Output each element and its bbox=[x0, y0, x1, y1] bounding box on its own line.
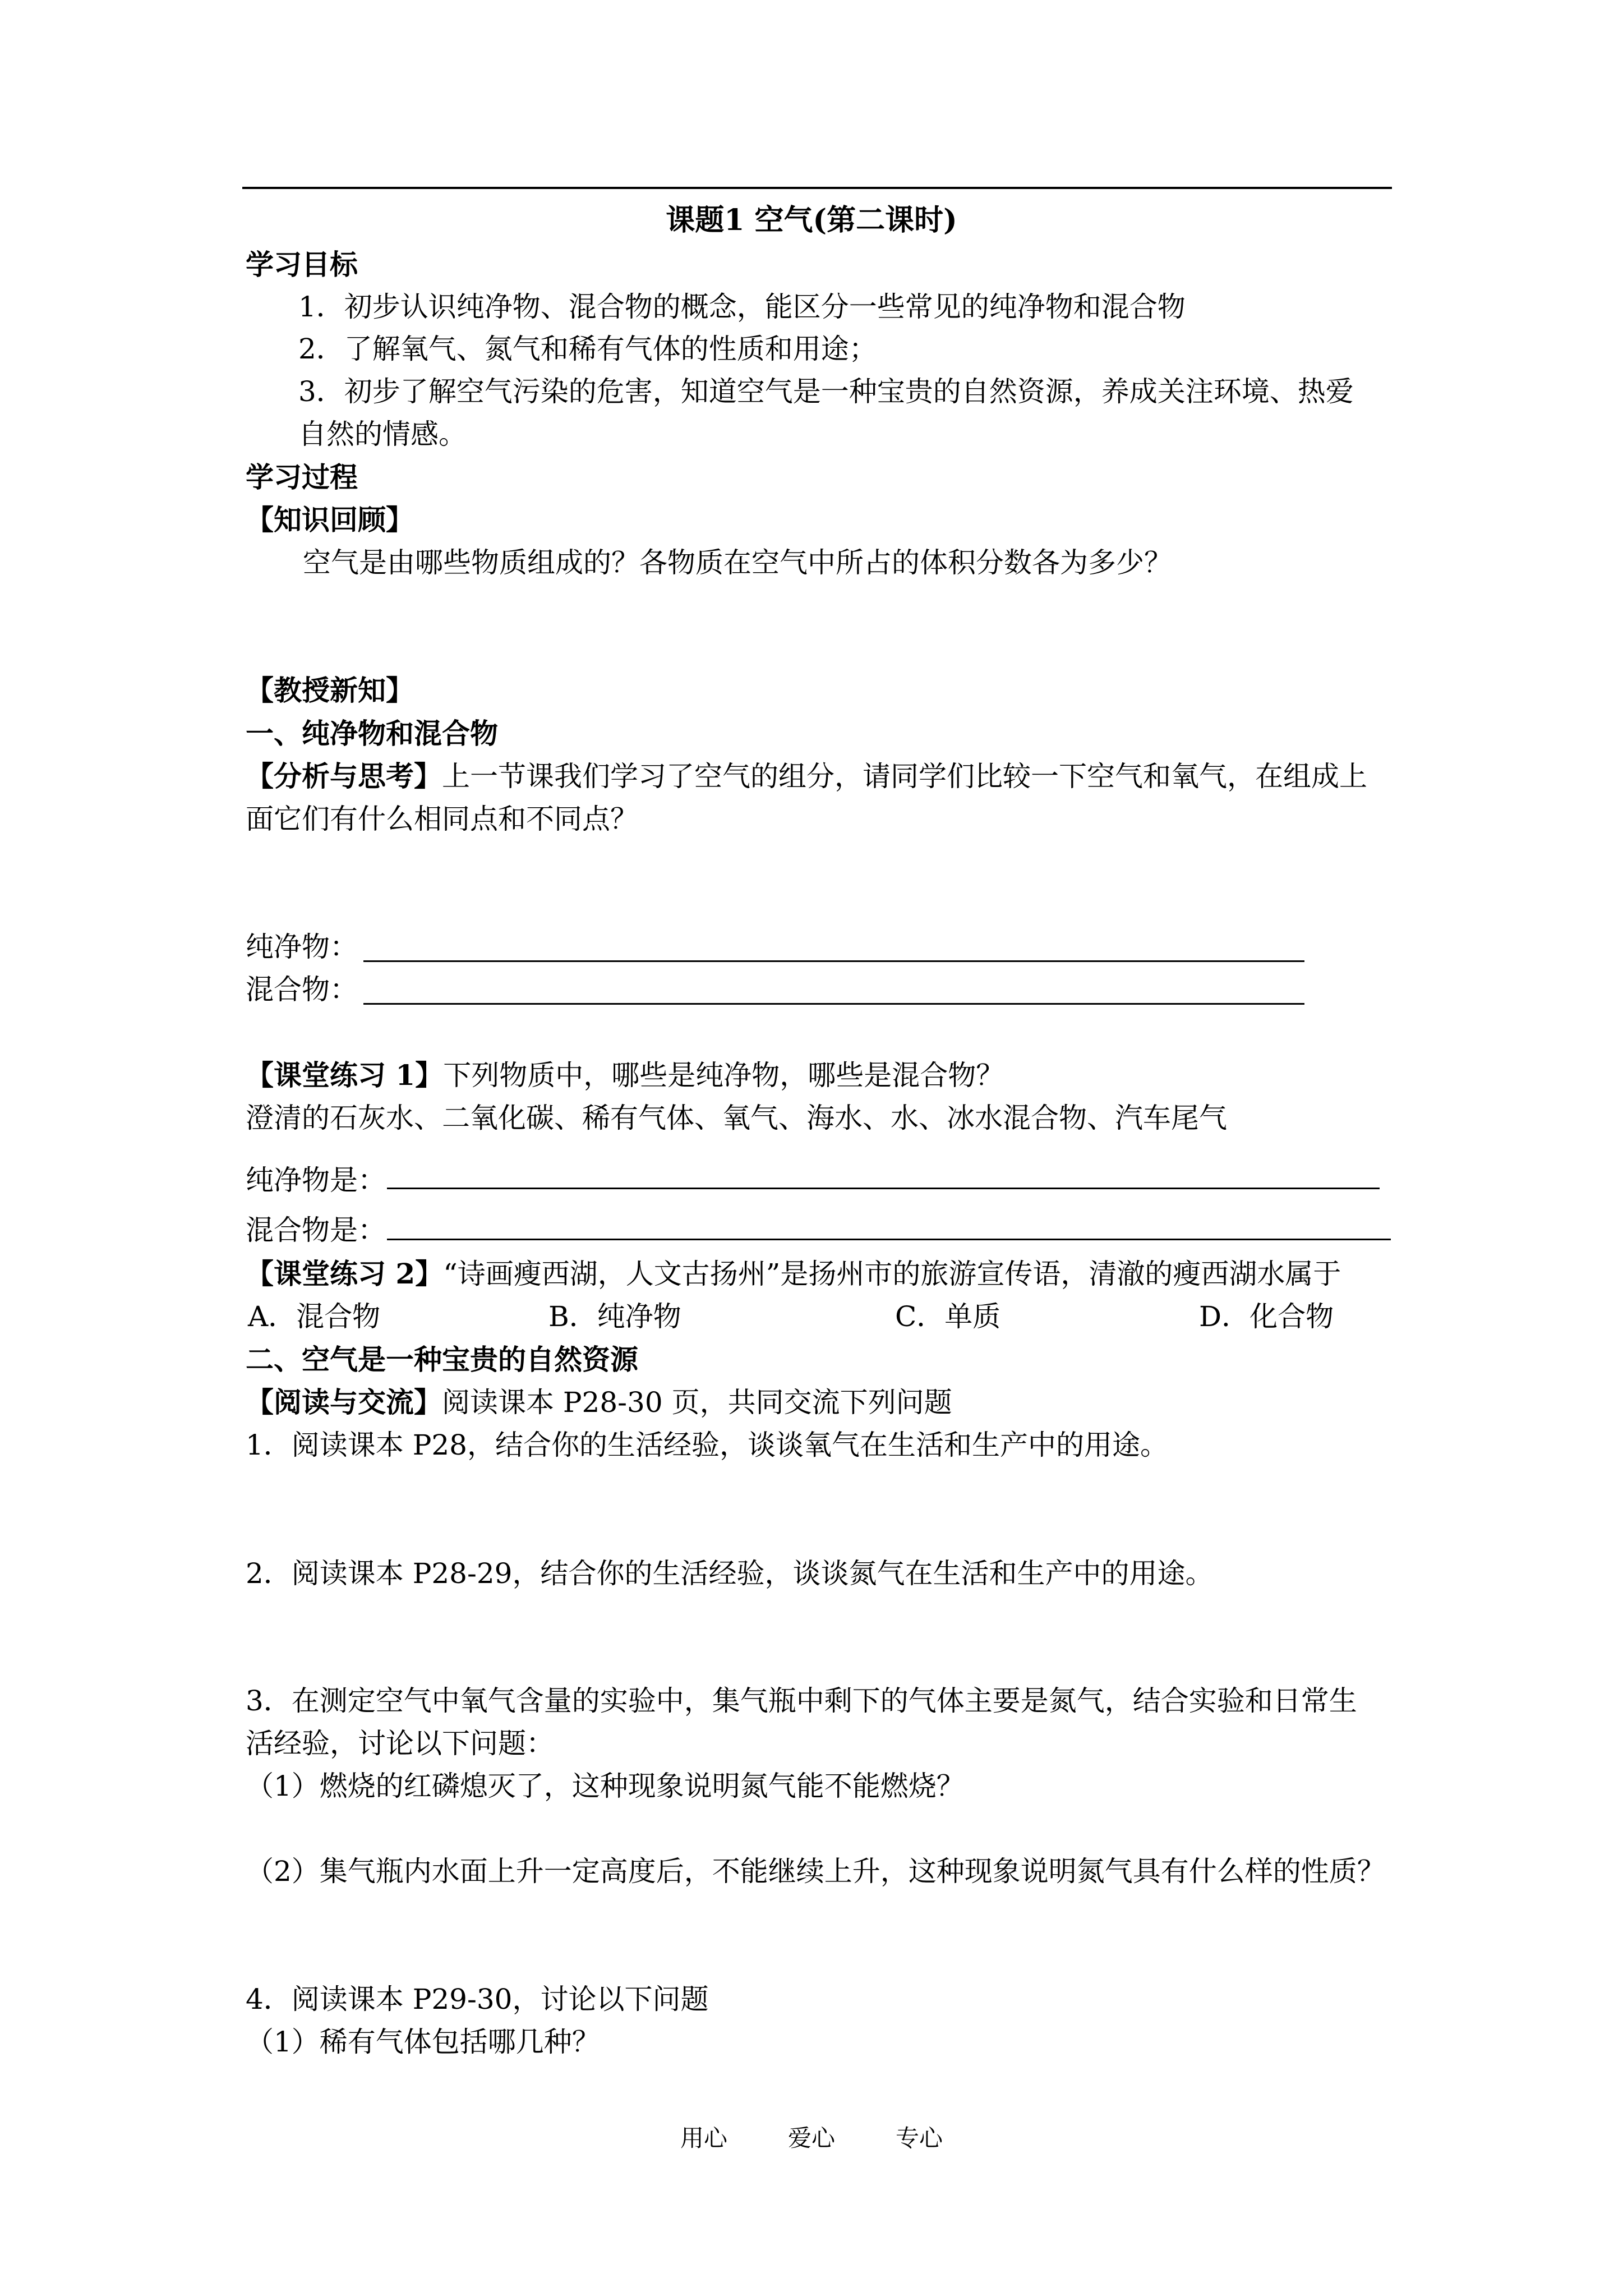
question-3: 3．在测定空气中氧气含量的实验中，集气瓶中剩下的气体主要是氮气，结合实验和日常生 bbox=[246, 1685, 1357, 1717]
reading-paragraph bbox=[246, 1386, 952, 1419]
question-3-cont: 活经验，讨论以下问题： bbox=[246, 1727, 554, 1760]
objective-item: 2．了解氧气、氮气和稀有气体的性质和用途； bbox=[298, 333, 877, 365]
review-heading: 【知识回顾】 bbox=[246, 503, 414, 536]
exercise1-pure-answer-line[interactable] bbox=[387, 1188, 1380, 1189]
pure-answer-line[interactable] bbox=[363, 960, 1304, 962]
exercise2-tag: 【课堂练习 2】 bbox=[246, 1257, 444, 1290]
objectives-heading: 学习目标 bbox=[246, 248, 358, 281]
exercise1-tag: 【课堂练习 1】 bbox=[246, 1059, 444, 1092]
analysis-text-cont: 面它们有什么相同点和不同点？ bbox=[246, 803, 638, 835]
analysis-tag: 【分析与思考】 bbox=[246, 760, 442, 793]
exercise1-mixture-answer-line[interactable] bbox=[387, 1239, 1391, 1240]
process-heading: 学习过程 bbox=[246, 461, 358, 494]
exercise1-pure-label: 纯净物是： bbox=[246, 1164, 386, 1197]
exercise1-paragraph bbox=[246, 1059, 1004, 1092]
exercise1-mixture-label: 混合物是： bbox=[246, 1214, 386, 1246]
question-4: 4．阅读课本 P29-30，讨论以下问题 bbox=[246, 1983, 709, 2016]
page-footer bbox=[0, 2124, 1623, 2153]
footer-text: 专心 bbox=[896, 2124, 943, 2152]
option-d: D．化合物 bbox=[1199, 1300, 1334, 1333]
exercise1-text: 下列物质中，哪些是纯净物，哪些是混合物？ bbox=[443, 1059, 1004, 1092]
exercise1-list: 澄清的石灰水、二氧化碳、稀有气体、氧气、海水、水、冰水混合物、汽车尾气 bbox=[246, 1102, 1227, 1134]
objective-item: 3．初步了解空气污染的危害，知道空气是一种宝贵的自然资源，养成关注环境、热爱 bbox=[298, 375, 1354, 408]
question-2: 2．阅读课本 P28-29，结合你的生活经验，谈谈氮气在生活和生产中的用途。 bbox=[246, 1557, 1214, 1590]
question-4-1: （1）稀有气体包括哪几种？ bbox=[246, 2026, 600, 2058]
objective-item-cont: 自然的情感。 bbox=[298, 418, 467, 450]
analysis-text: 上一节课我们学习了空气的组分，请同学们比较一下空气和氧气，在组成上 bbox=[442, 760, 1367, 793]
analysis-paragraph bbox=[246, 760, 1367, 793]
reading-tag: 【阅读与交流】 bbox=[246, 1386, 442, 1419]
new-knowledge-heading: 【教授新知】 bbox=[246, 674, 414, 707]
reading-text: 阅读课本 P28-30 页，共同交流下列问题 bbox=[442, 1386, 952, 1419]
section2-heading: 二、空气是一种宝贵的自然资源 bbox=[246, 1343, 638, 1376]
objective-item: 1．初步认识纯净物、混合物的概念，能区分一些常见的纯净物和混合物 bbox=[298, 291, 1186, 323]
option-a: A．混合物 bbox=[248, 1300, 381, 1333]
question-3-2: （2）集气瓶内水面上升一定高度后，不能继续上升，这种现象说明氮气具有什么样的性质？ bbox=[246, 1855, 1385, 1888]
mixture-answer-line[interactable] bbox=[363, 1003, 1304, 1005]
mixture-label: 混合物： bbox=[246, 973, 358, 1006]
header-rule bbox=[242, 187, 1392, 189]
exercise2-paragraph bbox=[246, 1257, 1341, 1291]
review-question: 空气是由哪些物质组成的？各物质在空气中所占的体积分数各为多少？ bbox=[303, 546, 1172, 579]
pure-label: 纯净物： bbox=[246, 931, 358, 963]
footer-text: 用心 bbox=[680, 2124, 727, 2152]
section1-heading: 一、纯净物和混合物 bbox=[246, 717, 498, 750]
footer-text: 爱心 bbox=[787, 2124, 835, 2152]
question-3-1: （1）燃烧的红磷熄灭了，这种现象说明氮气能不能燃烧？ bbox=[246, 1770, 965, 1802]
option-c: C．单质 bbox=[895, 1300, 1001, 1333]
page-title: 课题1 空气(第二课时) bbox=[666, 203, 957, 237]
option-b: B．纯净物 bbox=[548, 1300, 681, 1333]
exercise2-text: “诗画瘦西湖，人文古扬州”是扬州市的旅游宣传语，清澈的瘦西湖水属于 bbox=[443, 1258, 1341, 1290]
question-1: 1．阅读课本 P28，结合你的生活经验，谈谈氧气在生活和生产中的用途。 bbox=[246, 1429, 1168, 1461]
